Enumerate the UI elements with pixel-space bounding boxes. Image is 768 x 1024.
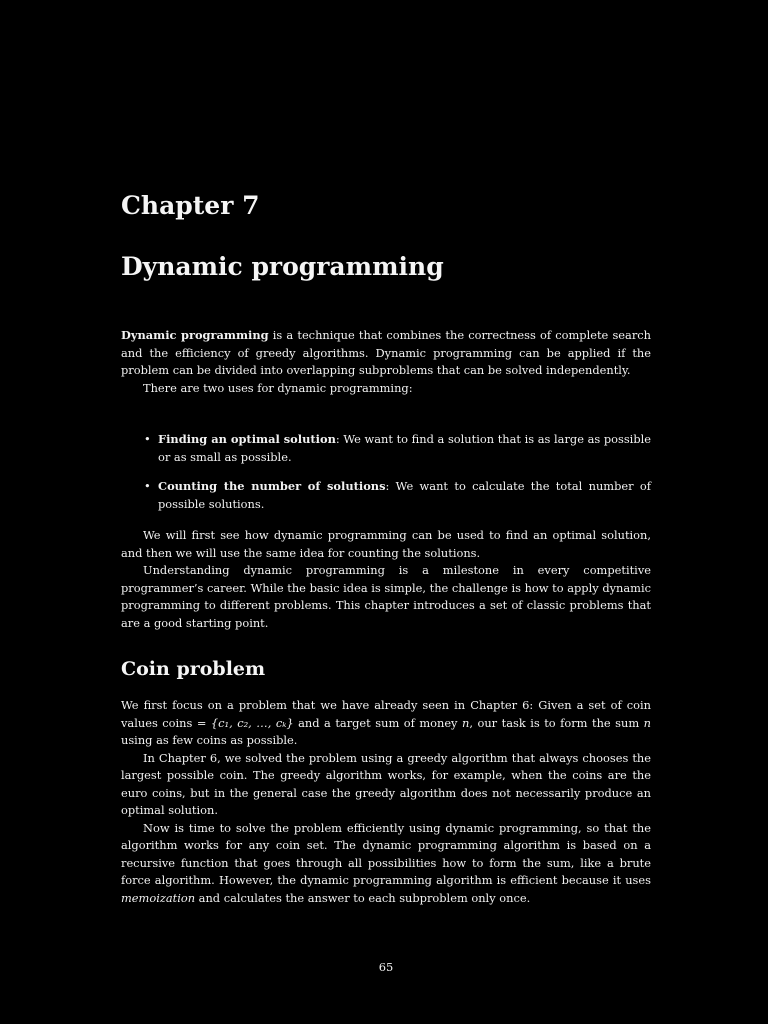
intro-block <box>121 327 651 397</box>
emphasis-memoization: memoization <box>121 890 196 905</box>
paragraph: Understanding dynamic programming is a milestone in every competitive programmer’s career. While the basic idea is simple, the challenge is how to apply dynamic programming to different problems. This chapter introduces a set of classic problems that are a good starting point. <box>121 563 651 630</box>
chapter-label: Chapter 7 <box>121 191 260 220</box>
bullet-icon: • <box>144 479 151 493</box>
list-item <box>121 478 651 513</box>
chapter-title: Dynamic programming <box>121 252 444 281</box>
section-heading-coin-problem: Coin problem <box>121 658 266 680</box>
use-text: : We want to calculate the total number of possible solutions. <box>158 479 651 511</box>
math-n: n <box>643 715 651 730</box>
paragraph <box>121 697 651 750</box>
text-run: Now is time to solve the problem efficiently using dynamic programming, so that the algorithm works for any coin set. The dynamic programming algorithm is based on a recursive function that goes through all possibilities how to form the sum, like a brute force algorithm. However, the dynamic programming algorithm is efficient because it uses <box>121 820 651 887</box>
paragraph: We will first see how dynamic programming can be used to find an optimal solution, and then we will use the same idea for counting the solutions. <box>121 528 651 560</box>
after-uses-block <box>121 527 651 632</box>
use-text: : We want to find a solution that is as large as possible or as small as possible. <box>158 432 652 464</box>
text-run: using as few coins as possible. <box>121 733 298 747</box>
book-page <box>121 0 651 1024</box>
coin-section-body <box>121 697 651 907</box>
list-item <box>121 431 651 466</box>
page-number: 65 <box>378 960 394 974</box>
intro-text: is a technique that combines the correctness of complete search and the efficiency of greedy algorithms. Dynamic programming can be applied if the problem can be divided into overlapping subproblems that can be solved independently. <box>121 328 651 377</box>
paragraph <box>121 820 651 908</box>
uses-list-block <box>121 431 651 513</box>
math-coins: coins <box>162 715 193 730</box>
text-run: , our task is to form the sum <box>469 715 644 730</box>
uses-intro: There are two uses for dynamic programming: <box>143 380 413 395</box>
uses-list <box>121 431 651 513</box>
intro-paragraph <box>121 327 651 380</box>
math-coin-set: = {c₁, c₂, …, cₖ} <box>192 715 294 730</box>
text-run: and calculates the answer to each subproblem only once. <box>195 890 531 905</box>
text-run: and a target sum of money <box>293 715 462 730</box>
use-term: Counting the number of solutions <box>158 479 386 493</box>
paragraph: In Chapter 6, we solved the problem using a greedy algorithm that always chooses the largest possible coin. The greedy algorithm works, for example, when the coins are the euro coins, but in the general case the greedy algorithm does not necessarily produce an optimal solution. <box>121 750 651 817</box>
text-run: We first focus on a problem that we have already seen in Chapter 6: Given a set of coin values <box>121 698 651 730</box>
math-n: n <box>462 715 470 730</box>
intro-term: Dynamic programming <box>121 328 269 342</box>
use-term: Finding an optimal solution <box>158 432 336 446</box>
bullet-icon: • <box>144 432 151 446</box>
